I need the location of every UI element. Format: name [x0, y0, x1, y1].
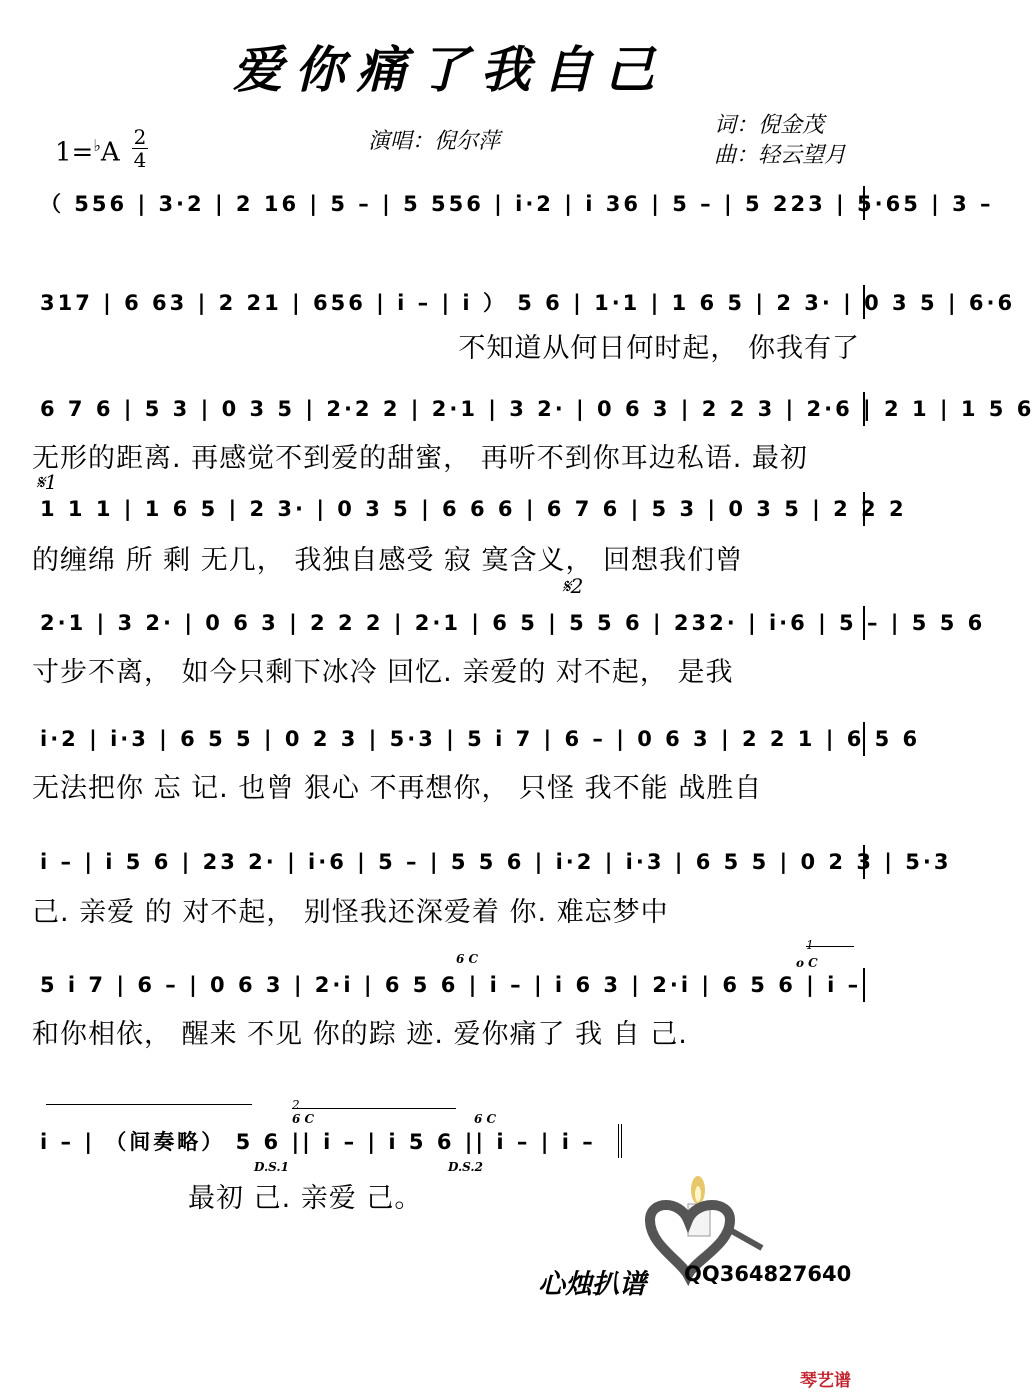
volta-2-label: 2 [292, 1098, 300, 1112]
volta-1-label: 1 [806, 938, 814, 952]
notation-line: 2·1 | 3 2· | 0 6 3 | 2 2 2 | 2·1 | 6 5 | 5 5 6 | 232· | i·6 | 5 – | 5 5 6 [40, 606, 865, 640]
site-watermark: 琴艺谱 [800, 1371, 851, 1391]
key-prefix: 1= [55, 137, 94, 168]
notation-line: 6 7 6 | 5 3 | 0 3 5 | 2·2 2 | 2·1 | 3 2· | 0 6 3 | 2 2 3 | 2·6 | 2 1 | 1 5 6 [40, 392, 865, 426]
lyrics-row-5: 寸步不离， 如今只剩下冰冷 回忆. 亲爱的 对不起， 是我 [32, 657, 734, 688]
singer: 演唱：倪尔萍 [368, 129, 501, 154]
lyrics-row-9: 最初 己. 亲爱 己。 [188, 1183, 423, 1214]
lyrics-row-3: 无形的距离. 再感觉不到爱的甜蜜， 再听不到你耳边私语. 最初 [32, 443, 808, 474]
segno-2-mark: 𝄋2 [562, 574, 584, 598]
key-signature [55, 136, 120, 168]
composer: 曲：轻云望月 [714, 143, 847, 168]
lyricist: 词：倪金茂 [714, 113, 825, 138]
brand-name: 心烛扒谱 [538, 1269, 646, 1300]
ds-1-mark: D.S.1 [254, 1160, 289, 1174]
volta-2-line [292, 1108, 456, 1109]
lyrics-row-4: 的缠绵 所 剩 无几， 我独自感受 寂 寞含义， 回想我们曾 [32, 545, 744, 576]
grace-note-3: 6 C [474, 1112, 497, 1126]
qq-contact: QQ364827640 [684, 1262, 852, 1286]
notation-line: i – | i 5 6 | 23 2· | i·6 | 5 – | 5 5 6 | i·2 | i·3 | 6 5 5 | 0 2 3 | 5·3 [40, 845, 865, 879]
grace-note-volta: o C [796, 956, 818, 970]
grace-note-1: 6 C [456, 952, 479, 966]
notation-line: i – | （间奏略） 5 6 || i – | i 5 6 || i – | i – [40, 1124, 622, 1158]
notation-line: 5 i 7 | 6 – | 0 6 3 | 2·i | 6 5 6 | i – | i 6 3 | 2·i | 6 5 6 | i – [40, 968, 865, 1002]
ds-2-mark: D.S.2 [448, 1160, 483, 1174]
key-note: A [100, 137, 120, 168]
notation-line: 317 | 6 63 | 2 21 | 656 | i – | i ） 5 6 | 1·1 | 1 6 5 | 2 3· | 0 3 5 | 6·6 [40, 285, 865, 319]
notation-line: 1 1 1 | 1 6 5 | 2 3· | 0 3 5 | 6 6 6 | 6 7 6 | 5 3 | 0 3 5 | 2 2 2 [40, 492, 865, 526]
lyrics-row-2: 不知道从何日何时起， 你我有了 [458, 333, 860, 364]
lyrics-row-8: 和你相依， 醒来 不见 你的踪 迹. 爱你痛了 我 自 己. [32, 1019, 688, 1050]
notation-line: i·2 | i·3 | 6 5 5 | 0 2 3 | 5·3 | 5 i 7 | 6 – | 0 6 3 | 2 2 1 | 6 5 6 [40, 722, 865, 756]
time-top: 2 [133, 125, 147, 149]
grace-note-2: 6 C [292, 1112, 315, 1126]
page-title: 爱你痛了我自己 [232, 40, 667, 99]
flat-sign: ♭ [93, 136, 101, 155]
time-signature [132, 126, 148, 171]
notation-line: （ 556 | 3·2 | 2 16 | 5 – | 5 556 | i·2 | i 36 | 5 – | 5 223 | 5·65 | 3 – [40, 186, 865, 220]
segno-1-mark: 𝄋1 [36, 470, 58, 494]
volta-intro-line [46, 1104, 252, 1105]
lyrics-row-6: 无法把你 忘 记. 也曾 狠心 不再想你， 只怪 我不能 战胜自 [32, 773, 763, 804]
lyrics-row-7: 己. 亲爱 的 对不起， 别怪我还深爱着 你. 难忘梦中 [32, 897, 669, 928]
time-bottom: 4 [133, 148, 147, 172]
